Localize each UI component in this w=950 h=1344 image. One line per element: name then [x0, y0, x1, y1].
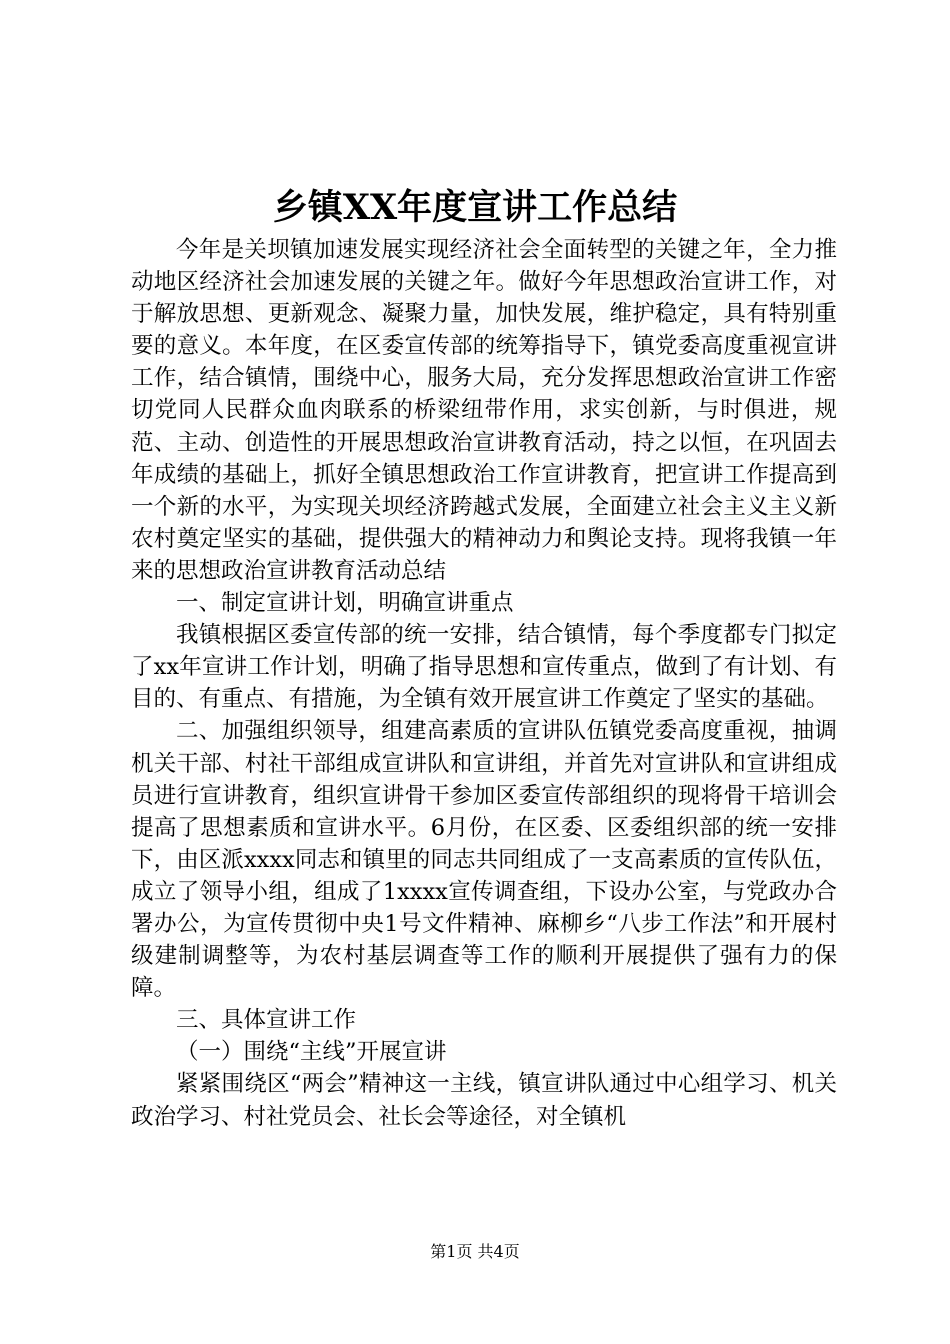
paragraph-section-2: 二、加强组织领导，组建高素质的宣讲队伍镇党委高度重视，抽调机关干部、村社干部组成宣讲队和宣讲组，并首先对宣讲队和宣讲组成员进行宣讲教育，组织宣讲骨干参加区委宣传部组织的现将骨干培训会提高了思想素质和宣讲水平。6月份，在区委、区委组织部的统一安排下，由区派xxxx同志和镇里的同志共同组成了一支高素质的宣传队伍，成立了领导小组，组成了1xxxx宣传调查组，下设办公室，与党政办合署办公，为宣传贯彻中央1号文件精神、麻柳乡“八步工作法”和开展村级建制调整等，为农村基层调查等工作的顺利开展提供了强有力的保障。: [131, 718, 837, 1002]
document-body: [131, 234, 837, 1133]
section-heading-3: 三、具体宣讲工作: [176, 1007, 357, 1034]
page-footer: 第1页 共4页: [430, 1242, 520, 1261]
paragraph-intro: 今年是关坝镇加速发展实现经济社会全面转型的关键之年，全力推动地区经济社会加速发展的关键之年。做好今年思想政治宣讲工作，对于解放思想、更新观念、凝聚力量，加快发展，维护稳定，具有特别重要的意义。本年度，在区委宣传部的统筹指导下，镇党委高度重视宣讲工作，结合镇情，围绕中心，服务大局，充分发挥思想政治宣讲工作密切党同人民群众血肉联系的桥梁纽带作用，求实创新，与时俱进，规范、主动、创造性的开展思想政治宣讲教育活动，持之以恒，在巩固去年成绩的基础上，抓好全镇思想政治工作宣讲教育，把宣讲工作提高到一个新的水平，为实现关坝经济跨越式发展，全面建立社会主义主义新农村奠定坚实的基础，提供强大的精神动力和舆论支持。现将我镇一年来的思想政治宣讲教育活动总结: [131, 237, 837, 584]
paragraph-section-1: 我镇根据区委宣传部的统一安排，结合镇情，每个季度都专门拟定了xx年宣讲工作计划，明确了指导思想和宣传重点，做到了有计划、有目的、有重点、有措施，为全镇有效开展宣讲工作奠定了坚实的基础。: [131, 622, 837, 713]
document-title: 乡镇XX年度宣讲工作总结: [272, 187, 678, 228]
subsection-heading-1: （一）围绕“主线”开展宣讲: [176, 1039, 447, 1066]
section-heading-1: 一、制定宣讲计划，明确宣讲重点: [176, 590, 514, 617]
paragraph-subsection-1: 紧紧围绕区“两会”精神这一主线，镇宣讲队通过中心组学习、机关政治学习、村社党员会、社长会等途径，对全镇机: [131, 1071, 837, 1130]
